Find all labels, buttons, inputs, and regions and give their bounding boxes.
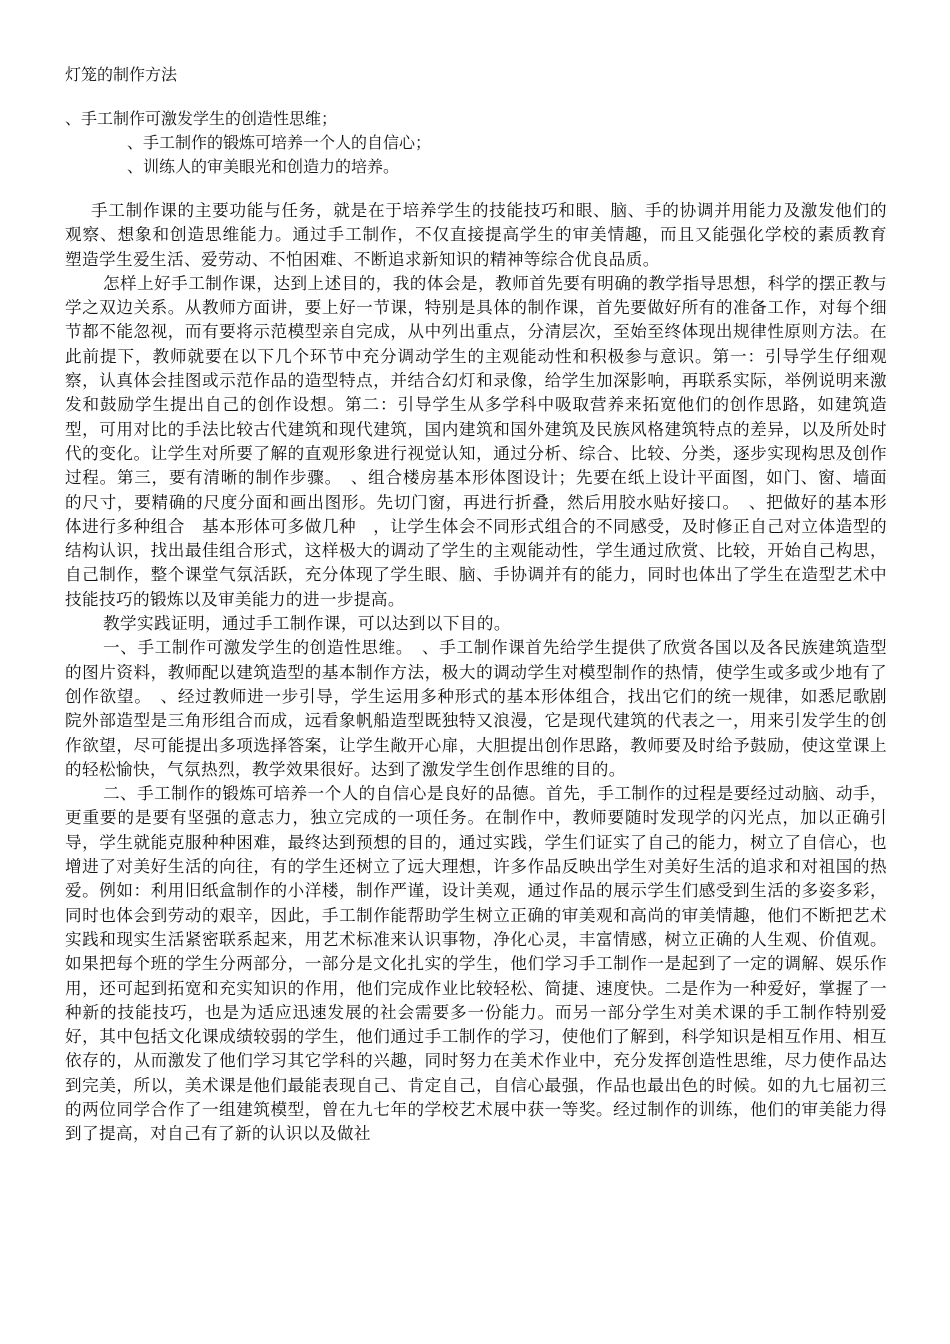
outline-item: 、手工制作可激发学生的创造性思维； [65,109,338,128]
outline-list [65,107,887,179]
document-title: 灯笼的制作方法 [65,65,178,84]
outline-item: 、训练人的审美眼光和创造力的培养。 [127,157,400,176]
body-paragraph: 怎样上好手工制作课，达到上述目的，我的体会是，教师首先要有明确的教学指导思想，科学的摆正教与学之双边关系。从教师方面讲，要上好一节课，特别是具体的制作课，首先要做好所有的准备工作，对每个细节都不能忽视，而有要将示范模型亲自完成，从中列出重点，分清层次，至始至终体现出规律性原则方法。在此前提下，教师就要在以下几个环节中充分调动学生的主观能动性和积极参与意识。第一：引导学生仔细观察，认真体会挂图或示范作品的造型特点，并结合幻灯和录像，给学生加深影响，再联系实际，举例说明来激发和鼓励学生提出自己的创作设想。第二：引导学生从多学科中吸取营养来拓宽他们的创作思路，如建筑造型，可用对比的手法比较古代建筑和现代建筑，国内建筑和国外建筑及民族风格建筑特点的差异，以及所处时代的变化。让学生对所要了解的直观形象进行视觉认知，通过分析、综合、比较、分类，逐步实现构思及创作过程。第三，要有清晰的制作步骤。 、组合楼房基本形体图设计；先要在纸上设计平面图，如门、窗、墙面的尺寸，要精确的尺度分面和画出图形。先切门窗，再进行折叠，然后用胶水贴好接口。 、把做好的基本形体进行多种组合 基本形体可多做几种 ，让学生体会不同形式组合的不同感受，及时修正自己对立体造型的结构认识，找出最佳组合形式，这样极大的调动了学生的主观能动性，学生通过欣赏、比较，开始自己构思，自己制作，整个课堂气氛活跃，充分体现了学生眼、脑、手协调并有的能力，同时也体出了学生在造型艺术中技能技巧的锻炼以及审美能力的进一步提高。 [65,273,887,609]
body-paragraph: 二、手工制作的锻炼可培养一个人的自信心是良好的品德。首先，手工制作的过程是要经过动脑、动手，更重要的是要有坚强的意志力，独立完成的一项任务。在制作中，教师要随时发现学的闪光点，加以正确引导，学生就能克服种种困难，最终达到预想的目的，通过实践，学生们证实了自己的能力，树立了自信心，也增进了对美好生活的向往，有的学生还树立了远大理想，许多作品反映出学生对美好生活的追求和对祖国的热爱。例如：利用旧纸盒制作的小洋楼，制作严谨，设计美观，通过作品的展示学生们感受到生活的多姿多彩，同时也体会到劳动的艰辛，因此，手工制作能帮助学生树立正确的审美观和高尚的审美情趣，他们不断把艺术实践和现实生活紧密联系起来，用艺术标准来认识事物，净化心灵，丰富情感，树立正确的人生观、价值观。如果把每个班的学生分两部分，一部分是文化扎实的学生，他们学习手工制作一是起到了一定的调解、娱乐作用，还可起到拓宽和充实知识的作用，他们完成作业比较轻松、简捷、速度快。二是作为一种爱好，掌握了一种新的技能技巧，也是为适应迅速发展的社会需要多一份能力。而另一部分学生对美术课的手工制作特别爱好，其中包括文化课成绩较弱的学生，他们通过手工制作的学习，使他们了解到，科学知识是相互作用、相互依存的，从而激发了他们学习其它学科的兴趣，同时努力在美术作业中，充分发挥创造性思维，尽力使作品达到完美，所以，美术课是他们最能表现自己、肯定自己，自信心最强，作品也最出色的时候。如的九七届初三的两位同学合作了一组建筑模型，曾在九七年的学校艺术展中获一等奖。经过制作的训练，他们的审美能力得到了提高，对自己有了新的认识以及做社 [65,784,887,1144]
body-paragraph: 一、手工制作可激发学生的创造性思维。 、手工制作课首先给学生提供了欣赏各国以及各民族建筑造型的图片资料，教师配以建筑造型的基本制作方法，极大的调动学生对模型制作的热情，使学生或多或少地有了创作欲望。 、经过教师进一步引导，学生运用多种形式的基本形体组合，找出它们的统一规律，如悉尼歌剧院外部造型是三角形组合而成，远看象帆船造型既独特又浪漫，它是现代建筑的代表之一，用来引发学生的创作欲望，尽可能提出多项选择答案，让学生敞开心扉，大胆提出创作思路，教师要及时给予鼓励，使这堂课上的轻松愉快，气氛热烈，教学效果很好。达到了激发学生创作思维的目的。 [65,638,887,779]
body-paragraph: 手工制作课的主要功能与任务，就是在于培养学生的技能技巧和眼、脑、手的协调并用能力及激发他们的观察、想象和创造思维能力。通过手工制作，不仅直接提高学生的审美情趣，而且又能强化学校的素质教育 塑造学生爱生活、爱劳动、不怕困难、不断追求新知识的精神等综合优良品质。 [65,201,904,269]
body-paragraph: 教学实践证明，通过手工制作课，可以达到以下目的。 [103,614,511,634]
document-page [65,62,904,1147]
outline-item: 、手工制作的锻炼可培养一个人的自信心； [127,133,432,152]
